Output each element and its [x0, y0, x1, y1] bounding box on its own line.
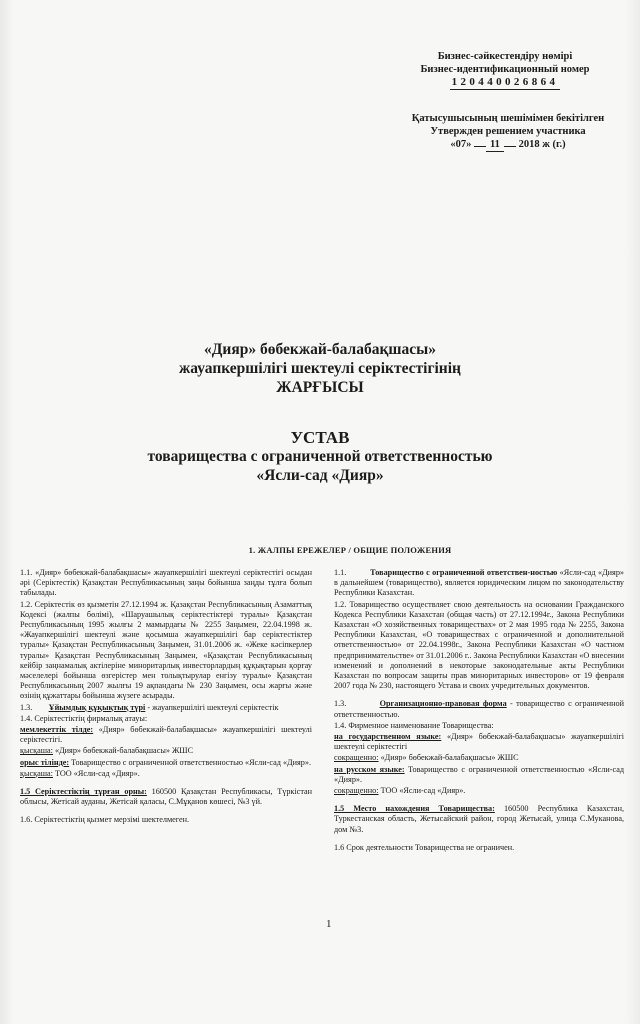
ru-clause-1-3: 1.3. Организационно-правовая форма - товарищество с ограниченной ответственностью.	[334, 699, 624, 719]
ru-clause-1-4: 1.4. Фирменное наименование Товарищества:	[334, 720, 494, 730]
approval-year: 2018 ж (г.)	[518, 139, 566, 150]
kz-clause-1-1: 1.1. «Дияр» бөбекжай-балабақшасы» жауапкершілігі шектеулі серіктестігі осыдан әрі (Серіктестік) Қазақстан Республикасының заңы бойынша заңды тұлға болып табылады.	[20, 568, 312, 598]
bin-label-kz: Бизнес-сәйкестендіру нөмірі	[437, 51, 573, 62]
approval-date	[388, 138, 628, 152]
title-ru	[60, 428, 580, 485]
kz-clause-1-6: 1.6. Серіктестіктің қызмет мерзімі шектелмеген.	[20, 815, 190, 825]
ru-clause-1-2: 1.2. Товарищество осуществляет свою деятельность на основании Гражданского Кодекса Республики Казахстан (общая часть) от 27.12.1994г., Закона Республики Казахстан «О хозяйственных товариществах» от 2 мая 1995 года № 2255, Закона Республики Казахстан, «О товариществах с ограниченной и дополнительной ответственностью» от 22.04.1998г., Закона Республики Казахстан «О частном предпринимательстве» от 31.01.2006 г.. Закона Республики Казахстан «О внесении изменений и дополнений в некоторые законодательные акты Республики Казахстан по вопросам защиты прав миноритарных инвесторов» от 19 февраля 2007 года № 230, настоящего Устава и своих учредительных документов.	[334, 599, 624, 691]
page-number: 1	[326, 918, 332, 930]
title-kz	[60, 340, 580, 397]
title-kz-line2: жауапкершілігі шектеулі серіктестігінің	[179, 360, 461, 377]
title-ru-line3: «Ясли-сад «Дияр»	[256, 467, 384, 484]
title-ru-line2: товарищества с ограниченной ответственностью	[147, 448, 493, 465]
kz-russian-name: орыс тілінде: Товарищество с ограниченной ответственностью «Ясли-сад «Дияр».	[20, 757, 312, 767]
bin-label-ru: Бизнес-идентификационный номер	[420, 64, 590, 75]
kz-short-name: қысқаша: «Дияр» бөбекжай-балабақшасы» ЖШС	[20, 746, 194, 756]
ru-clause-1-5: 1.5 Место нахождения Товарищества: 160500 Республика Казахстан, Туркестанская область, Жетысайский район, город Жетысай, улица С.Муканова, дом №3.	[334, 804, 624, 834]
title-kz-line1: «Дияр» бөбекжай-балабақшасы»	[204, 341, 436, 358]
kz-clause-1-4: 1.4. Серіктестіктің фирмалық атауы:	[20, 713, 148, 723]
kz-state-name: мемлекеттік тілде: «Дияр» бөбекжай-балабақшасы» жауапкершілігі шектеулі серіктестігі.	[20, 725, 312, 745]
title-kz-line3: ЖАРҒЫСЫ	[276, 379, 364, 396]
kz-clause-1-3	[20, 703, 312, 713]
kz-clause-1-3-text: - жауапкершілігі шектеулі серіктестік	[145, 702, 279, 712]
approval-block	[388, 112, 628, 152]
kz-short-name-2: қысқаша: ТОО «Ясли-сад «Дияр».	[20, 768, 140, 778]
ru-state-name: на государственном языке: «Дияр» бөбекжай-балабақшасы» жауапкершілігі шектеулі серіктестігі	[334, 732, 624, 752]
approval-ru: Утвержден решением участника	[430, 126, 586, 137]
kz-clause-1-2: 1.2. Серіктестік өз қызметін 27.12.1994 ж. Қазақстан Республикасының Азаматтық Кодексі (жалпы бөлімі), «Шаруашылық серіктестіктері туралы» Қазақстан Республикасының 1995 жылғы 2 мамырдағы № 2255 Заңымен, 22.04.1998 ж. «Жауапкершілігі шектеулі және қосымша жауапкершілігі бар серіктестіктер туралы» Қазақстан Республикасының Заңымен, 31.01.2006 ж. «Жеке кәсіпкерлер туралы» Қазақстан Республикасының Заңымен, «Қазақстан Республикасының кейбір заңнамалық актілеріне миноритарлық инвесторлардың құқықтарын қорғау мәселелері бойынша өзгерістер мен толықтырулар енгізу туралы» Қазақстан Республикасының 2007 жылғы 19 ақпандағы № 230 Заңымен, осы жарғы және өзінің құжаттары бойынша жүзеге асырады.	[20, 599, 312, 701]
ru-clause-1-6: 1.6 Срок деятельности Товарищества не ограничен.	[334, 842, 515, 852]
right-column-ru	[334, 568, 624, 854]
approval-month: 11	[486, 138, 504, 152]
ru-clause-1-1: 1.1. Товарищество с ограниченной ответствен-ностью «Ясли-сад «Дияр» в дальнейшем (товарищество), является юридическим лицом по законодательству Республики Казахстан.	[334, 568, 625, 598]
approval-kz: Қатысушысының шешімімен бекітілген	[411, 113, 605, 124]
kz-clause-1-3-label: Ұйымдық құқықтық түрі	[48, 702, 146, 712]
ru-russian-name: на русском языке: Товарищество с ограниченной ответственностью «Ясли-сад «Дияр».	[334, 764, 624, 784]
bin-number: 120440026864	[451, 76, 559, 88]
bin-block	[390, 50, 620, 90]
approval-day: «07»	[450, 139, 472, 150]
left-column-kz	[20, 568, 312, 827]
ru-short-name: сокращенно: «Дияр» бөбекжай-балабақшасы» ЖШС	[334, 753, 519, 763]
title-ru-line1: УСТАВ	[290, 428, 350, 447]
ru-short-name-2: сокращенно: ТОО «Ясли-сад «Дияр».	[334, 786, 466, 796]
kz-clause-1-3-num: 1.3.	[20, 702, 33, 712]
kz-clause-1-5: 1.5 Серіктестіктің тұрған орны: 160500 Қазақстан Республикасы, Түркістан облысы, Жетісай ауданы, Жетісай қаласы, С.Мұқанов көшесі, №3 үй.	[20, 787, 313, 807]
section-heading: 1. ЖАЛПЫ ЕРЕЖЕЛЕР / ОБЩИЕ ПОЛОЖЕНИЯ	[248, 545, 452, 555]
